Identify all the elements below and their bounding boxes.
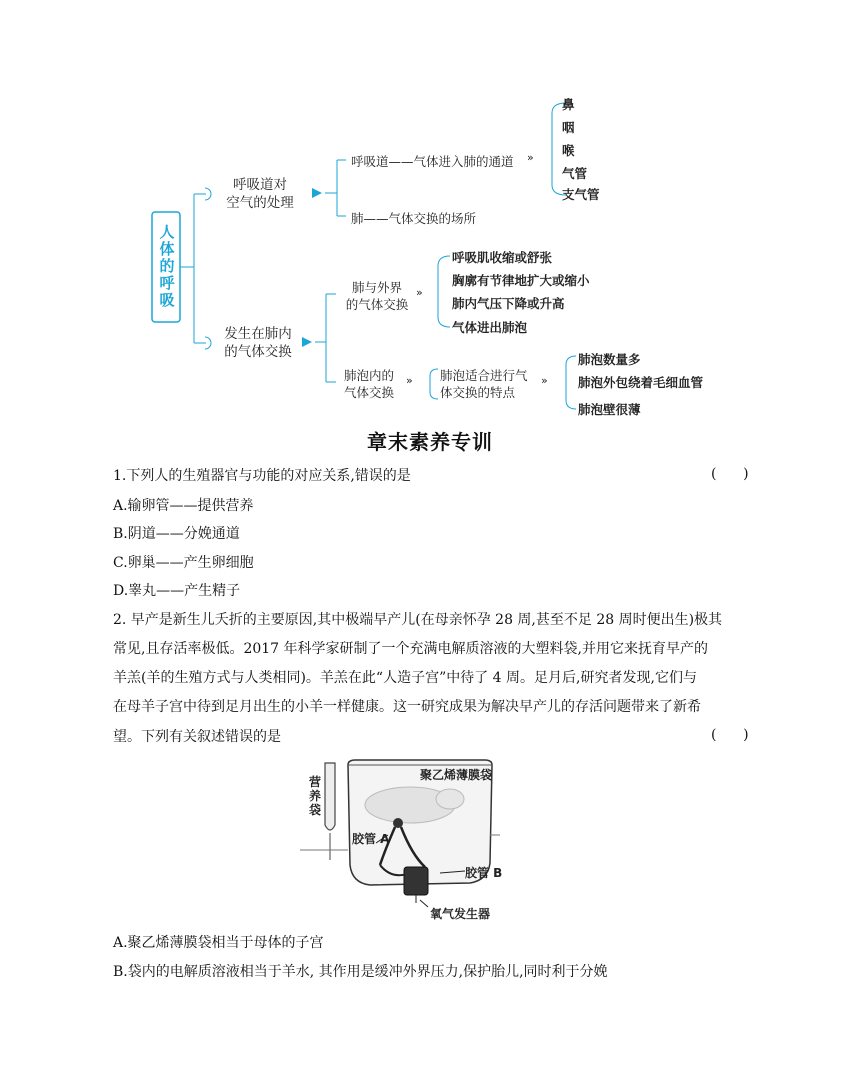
q2-line: 羊羔(羊的生殖方式与人类相同)。羊羔在此“人造子宫”中待了 4 周。足月后,研究者发现,它们与 <box>113 670 697 686</box>
q1-option-b: B.阴道——分娩通道 <box>113 526 240 542</box>
alveoli-features-line2: 体交换的特点 <box>440 385 516 400</box>
alveoli-features-node <box>440 367 528 401</box>
organ-item: 气管 <box>562 166 588 181</box>
lung-exchange-node <box>342 279 412 313</box>
q1-option-a: A.输卵管——提供营养 <box>113 498 254 514</box>
q2-option-a: A.聚乙烯薄膜袋相当于母体的子宫 <box>113 935 324 951</box>
organ-item: 支气管 <box>562 187 600 202</box>
q2-option-b: B.袋内的电解质溶液相当于羊水, 其作用是缓冲外界压力,保护胎儿,同时利于分娩 <box>113 964 608 980</box>
section-title: 章末素养专训 <box>367 430 493 454</box>
tube-a-label: 胶管 A <box>352 832 390 846</box>
branch1-line2: 空气的处理 <box>226 195 294 211</box>
q1-answer-bracket: ( ) <box>711 466 749 482</box>
root-char: 的 <box>159 257 175 275</box>
alveoli-exchange-line2: 气体交换 <box>343 385 394 400</box>
organ-item: 喉 <box>562 143 575 158</box>
alveoli-exchange-node <box>340 367 398 401</box>
nutrient-bag-char: 袋 <box>309 803 322 817</box>
alveoli-item: 肺泡数量多 <box>578 352 641 367</box>
arrow-icon: » <box>416 286 423 299</box>
q2-line: 常见,且存活率极低。2017 年科学家研制了一个充满电解质溶液的大塑料袋,并用它来抚育早产的 <box>113 641 708 657</box>
organ-item: 咽 <box>562 120 575 135</box>
arrow-icon: » <box>527 151 534 164</box>
lung-exchange-line1: 肺与外界 <box>351 280 402 295</box>
lung-node: 肺——气体交换的场所 <box>351 211 477 226</box>
lung-exchange-item: 胸廓有节律地扩大或缩小 <box>452 273 590 288</box>
branch2-line1: 发生在肺内 <box>224 326 292 342</box>
respiratory-tract-node: 呼吸道——气体进入肺的通道 <box>351 154 514 169</box>
oxygen-generator-label: 氧气发生器 <box>430 907 491 921</box>
q2-answer-bracket: ( ) <box>711 727 749 743</box>
root-char: 人 <box>159 223 175 241</box>
lung-exchange-item: 肺内气压下降或升高 <box>452 296 565 311</box>
root-char: 呼 <box>159 274 175 292</box>
root-node <box>152 224 182 309</box>
alveoli-exchange-line1: 肺泡内的 <box>343 368 394 383</box>
branch2-node <box>215 325 301 361</box>
lung-exchange-line2: 的气体交换 <box>345 297 409 312</box>
branch2-line2: 的气体交换 <box>224 344 292 360</box>
alveoli-item: 肺泡壁很薄 <box>578 402 641 417</box>
nutrient-bag-label <box>309 775 321 817</box>
alveoli-features-line1: 肺泡适合进行气 <box>440 368 528 383</box>
nutrient-bag-char: 营 <box>309 775 322 789</box>
q2-line: 在母羊子宫中待到足月出生的小羊一样健康。这一研究成果为解决早产儿的存活问题带来了新希 <box>113 699 701 715</box>
q1-option-c: C.卵巢——产生卵细胞 <box>113 555 254 571</box>
tube-b-label: 胶管 B <box>465 866 503 880</box>
branch1-node <box>218 176 302 212</box>
nutrient-bag-char: 养 <box>309 789 322 803</box>
root-char: 体 <box>159 240 175 258</box>
organ-item: 鼻 <box>562 97 575 112</box>
q2-line: 2. 早产是新生儿夭折的主要原因,其中极端早产儿(在母亲怀孕 28 周,甚至不足 28 周时便出生)极其 <box>113 612 723 628</box>
q1-option-d: D.睾丸——产生精子 <box>113 583 241 599</box>
film-bag-label: 聚乙烯薄膜袋 <box>420 768 493 782</box>
alveoli-item: 肺泡外包绕着毛细血管 <box>578 375 704 390</box>
arrow-icon: » <box>541 374 548 387</box>
branch1-line1: 呼吸道对 <box>233 177 287 193</box>
arrow-icon: » <box>406 374 413 387</box>
root-char: 吸 <box>159 291 175 309</box>
q2-line: 望。下列有关叙述错误的是 <box>113 729 281 745</box>
lung-exchange-item: 呼吸肌收缩或舒张 <box>452 250 553 265</box>
q1-stem: 1.下列人的生殖器官与功能的对应关系,错误的是 <box>113 468 411 484</box>
lung-exchange-item: 气体进出肺泡 <box>452 320 528 335</box>
